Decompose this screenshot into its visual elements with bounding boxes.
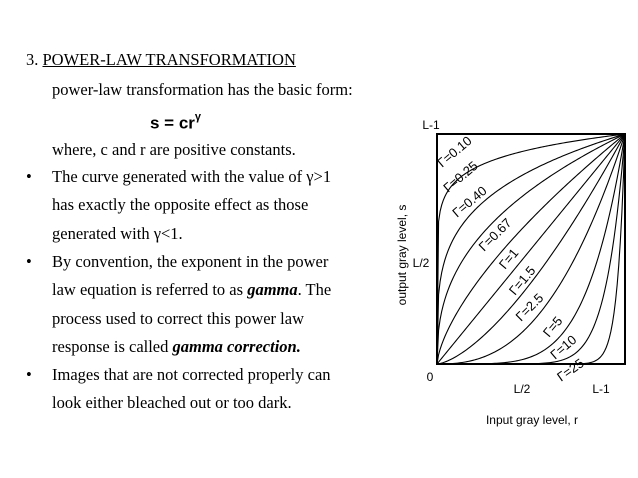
bullet-marker: •: [26, 167, 32, 186]
origin-tick: 0: [426, 370, 434, 384]
gamma-curve-label: Γ=0.10: [434, 133, 475, 171]
bullet1-line3: generated with γ<1.: [52, 224, 183, 243]
bullet2-line2-end: . The: [297, 280, 332, 299]
slide-text-block: [26, 48, 396, 72]
bullet2-line2-text: law equation is referred to as: [52, 280, 248, 299]
bullet2-line4: [52, 337, 301, 357]
heading-title: POWER-LAW TRANSFORMATION: [42, 50, 296, 69]
gamma-curve-label: Γ=0.67: [475, 215, 515, 255]
formula-base: s = cr: [150, 113, 195, 133]
gamma-curve-label: Γ=0.25: [440, 158, 481, 196]
bullet-item-2: [26, 252, 328, 272]
y-tick-mid: L/2: [412, 256, 430, 270]
heading-number: 3.: [26, 50, 39, 69]
power-law-formula: [150, 113, 201, 134]
where-text: where, c and r are positive constants.: [52, 140, 296, 159]
gamma-curves-chart: [385, 110, 635, 440]
gamma-curve-label: Γ=0.40: [449, 183, 490, 221]
x-tick-max: L-1: [592, 382, 610, 396]
intro-text: power-law transformation has the basic form:: [52, 80, 353, 99]
y-tick-top: L-1: [422, 118, 440, 132]
gamma-curve-label: Γ=10: [547, 332, 580, 363]
bullet-item-1: [26, 167, 331, 187]
bullet3-line2: look either bleached out or too dark.: [52, 393, 292, 412]
section-heading: [26, 48, 396, 72]
bullet2-line2: [52, 280, 331, 300]
gamma-curve-label: Γ=2.5: [512, 290, 547, 325]
formula-exponent: γ: [194, 111, 202, 123]
y-axis-label: output gray level, s: [395, 204, 409, 306]
x-axis-label: Input gray level, r: [485, 413, 579, 427]
chart-curve-labels: [434, 133, 586, 384]
gamma-curve-label: Γ=1.5: [505, 263, 539, 298]
bullet-marker: •: [26, 365, 32, 384]
x-tick-mid: L/2: [513, 382, 531, 396]
bullet-marker: •: [26, 252, 32, 271]
bullet1-line2: has exactly the opposite effect as those: [52, 195, 309, 214]
gamma-term: gamma: [247, 280, 298, 299]
bullet2-line1: By convention, the exponent in the power: [52, 252, 329, 271]
gamma-curve-label: Γ=5: [539, 313, 566, 340]
gamma-correction-term: gamma correction.: [172, 337, 301, 356]
bullet1-line1: The curve generated with the value of γ>1: [52, 167, 332, 186]
bullet3-line1: Images that are not corrected properly can: [52, 365, 331, 384]
bullet2-line3: process used to correct this power law: [52, 309, 305, 328]
gamma-curve-label: Γ=1: [495, 245, 522, 272]
gamma-curve-label: Γ=25: [554, 355, 587, 385]
gamma-curves-figure: [385, 110, 635, 440]
bullet-item-3: [26, 365, 331, 385]
bullet2-line4-text: response is called: [52, 337, 173, 356]
